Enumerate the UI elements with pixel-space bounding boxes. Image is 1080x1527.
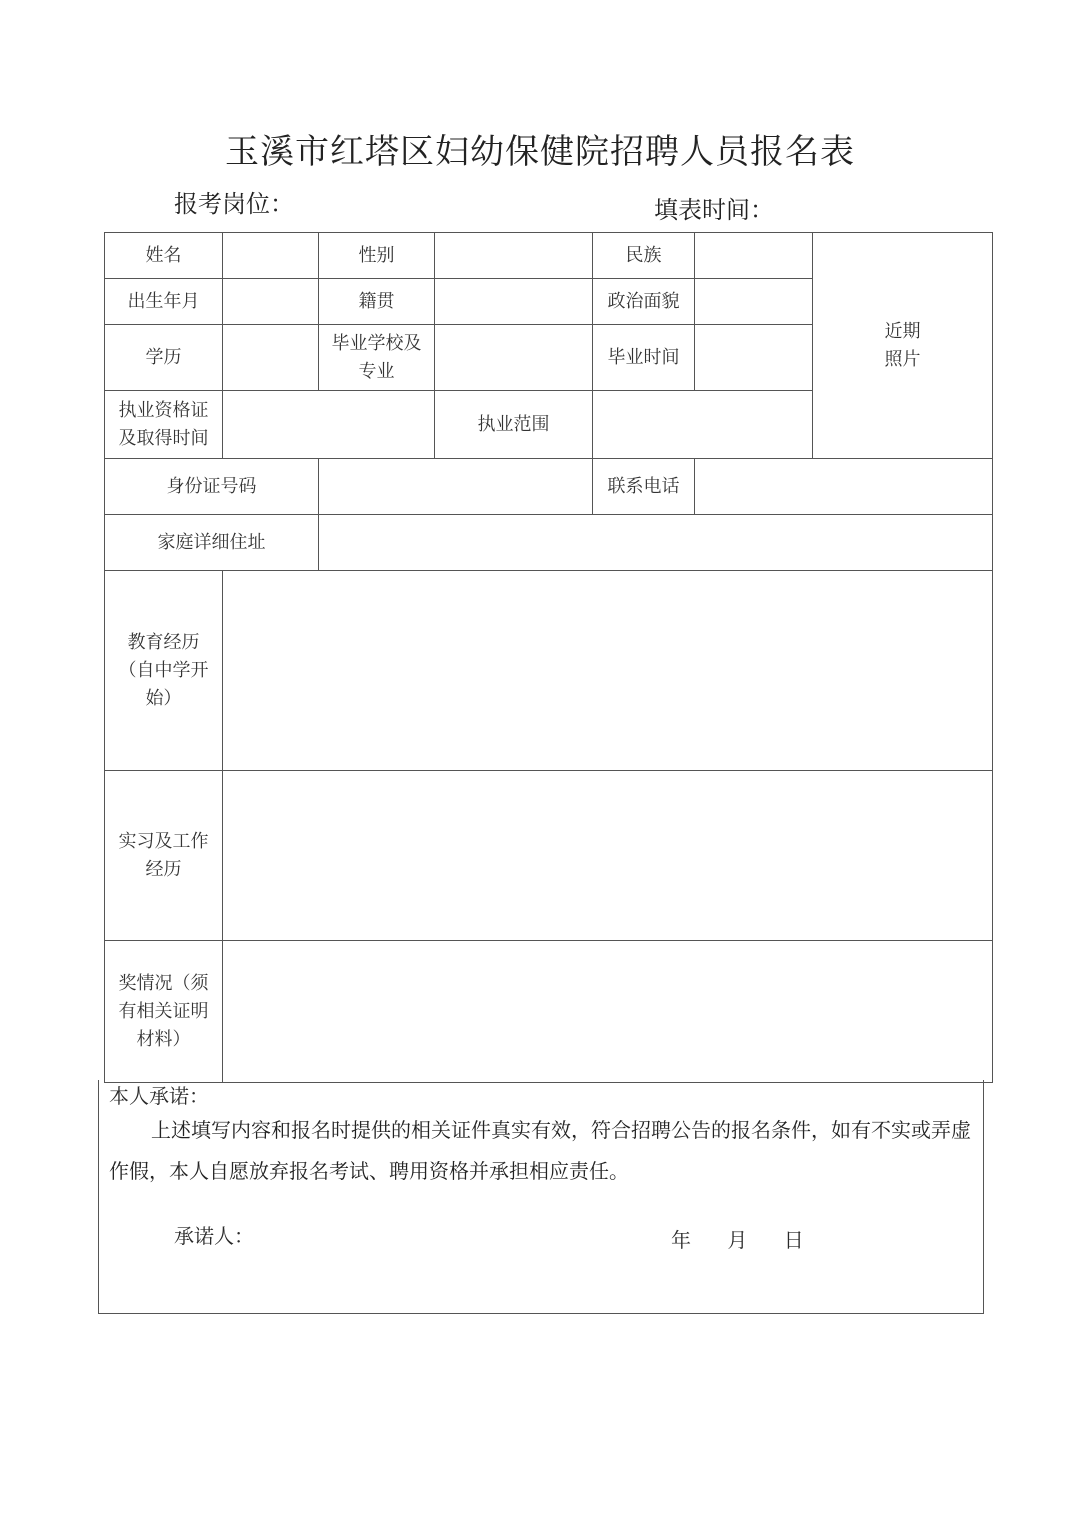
name-label: 姓名 bbox=[105, 233, 223, 279]
address-label: 家庭详细住址 bbox=[105, 515, 319, 571]
political-status-label: 政治面貌 bbox=[593, 279, 695, 325]
awards-line3: 材料） bbox=[136, 1028, 191, 1050]
awards-label bbox=[105, 941, 223, 1083]
birth-field[interactable] bbox=[223, 279, 319, 325]
edu-history-label bbox=[105, 571, 223, 771]
edu-history-line1: 教育经历 bbox=[127, 631, 200, 653]
id-number-field[interactable] bbox=[319, 459, 593, 515]
work-history-line2: 经历 bbox=[145, 858, 182, 880]
license-line1: 执业资格证 bbox=[118, 399, 209, 421]
year-label: 年 bbox=[671, 1228, 691, 1252]
school-major-field[interactable] bbox=[435, 325, 593, 391]
ethnicity-field[interactable] bbox=[695, 233, 813, 279]
school-major-line1: 毕业学校及 bbox=[331, 332, 422, 354]
photo-label-line2: 照片 bbox=[884, 348, 921, 370]
id-number-label: 身份证号码 bbox=[105, 459, 319, 515]
month-label: 月 bbox=[727, 1228, 748, 1252]
edu-history-line2: （自中学开 bbox=[118, 659, 209, 681]
pledge-heading: 本人承诺： bbox=[109, 1084, 209, 1108]
gender-field[interactable] bbox=[435, 233, 593, 279]
license-field[interactable] bbox=[223, 391, 435, 459]
ethnicity-label: 民族 bbox=[593, 233, 695, 279]
license-line2: 及取得时间 bbox=[118, 427, 209, 449]
political-status-field[interactable] bbox=[695, 279, 813, 325]
practice-scope-label: 执业范围 bbox=[435, 391, 593, 459]
name-field[interactable] bbox=[223, 233, 319, 279]
school-major-label bbox=[319, 325, 435, 391]
license-label bbox=[105, 391, 223, 459]
phone-field[interactable] bbox=[695, 459, 993, 515]
awards-line1: 奖情况（须 bbox=[118, 972, 209, 994]
awards-field[interactable] bbox=[223, 941, 993, 1083]
edu-history-line3: 始） bbox=[145, 687, 182, 709]
fill-time-label: 填表时间： bbox=[654, 196, 774, 224]
form-title: 玉溪市红塔区妇幼保健院招聘人员报名表 bbox=[225, 132, 855, 172]
education-label: 学历 bbox=[105, 325, 223, 391]
awards-line2: 有相关证明 bbox=[118, 1000, 209, 1022]
photo-label-line1: 近期 bbox=[884, 320, 921, 342]
native-place-field[interactable] bbox=[435, 279, 593, 325]
grad-time-field[interactable] bbox=[695, 325, 813, 391]
practice-scope-field[interactable] bbox=[593, 391, 813, 459]
birth-label: 出生年月 bbox=[105, 279, 223, 325]
native-place-label: 籍贯 bbox=[319, 279, 435, 325]
work-history-label bbox=[105, 771, 223, 941]
address-field[interactable] bbox=[319, 515, 993, 571]
pledge-text: 上述填写内容和报名时提供的相关证件真实有效，符合招聘公告的报名条件，如有不实或弄虚作假，本人自愿放弃报名考试、聘用资格并承担相应责任。 bbox=[109, 1118, 971, 1183]
gender-label: 性别 bbox=[319, 233, 435, 279]
grad-time-label: 毕业时间 bbox=[593, 325, 695, 391]
signer-label: 承诺人： bbox=[174, 1224, 254, 1248]
phone-label: 联系电话 bbox=[593, 459, 695, 515]
school-major-line2: 专业 bbox=[358, 360, 395, 382]
education-field[interactable] bbox=[223, 325, 319, 391]
pledge-date bbox=[671, 1224, 834, 1253]
edu-history-field[interactable] bbox=[223, 571, 993, 771]
pledge-section bbox=[98, 1080, 984, 1314]
position-label: 报考岗位： bbox=[174, 190, 294, 218]
work-history-field[interactable] bbox=[223, 771, 993, 941]
photo-box[interactable] bbox=[813, 233, 993, 459]
day-label: 日 bbox=[783, 1228, 804, 1252]
registration-table bbox=[104, 232, 993, 1083]
work-history-line1: 实习及工作 bbox=[118, 830, 209, 852]
